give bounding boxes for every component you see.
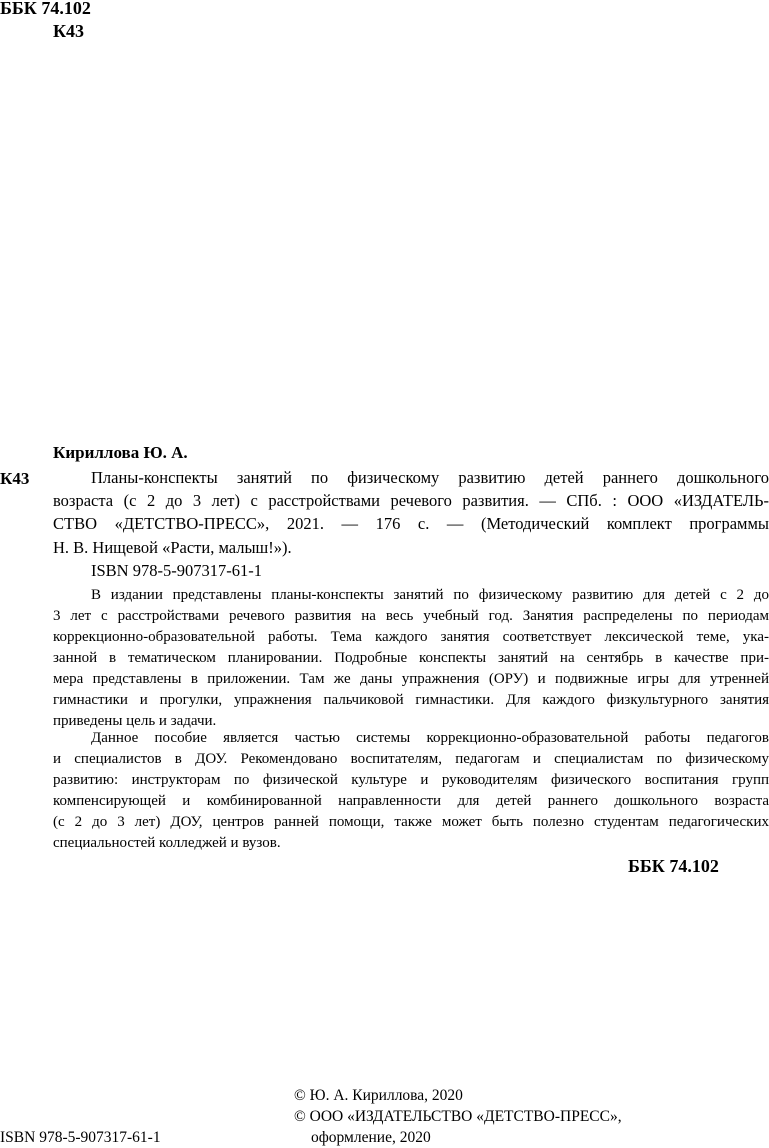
biblio-line: Планы-конспекты занятий по физическому развитию детей раннего дошкольного <box>91 468 769 487</box>
abstract-line: Данное пособие является частью системы коррекционно-образовательной работы педагогов <box>91 730 769 746</box>
bbk-index-top: ББК 74.102 <box>0 0 91 18</box>
abstract-line: и специалистов в ДОУ. Рекомендовано воспитателям, педагогам и специалистам по физическому <box>53 751 769 767</box>
abstract-line: мера представлены в приложении. Там же даны упражнения (ОРУ) и подвижные игры для утренней <box>53 671 769 687</box>
abstract-line: 3 лет с расстройствами речевого развития на весь учебный год. Занятия распределены по периодам <box>53 608 769 624</box>
copyright-author: © Ю. А. Кириллова, 2020 <box>294 1087 463 1104</box>
abstract-paragraph-2 <box>53 728 769 854</box>
isbn-line: ISBN 978-5-907317-61-1 <box>91 560 262 580</box>
author-name: Кириллова Ю. А. <box>53 443 188 462</box>
copyright-design: оформление, 2020 <box>311 1129 431 1146</box>
abstract-line: В издании представлены планы-конспекты занятий по физическому развитию для детей с 2 до <box>91 587 769 603</box>
abstract-line: занной в тематическом планировании. Подробные конспекты занятий на сентябрь в качестве при- <box>53 650 769 666</box>
copyright-publisher: © ООО «ИЗДАТЕЛЬСТВО «ДЕТСТВО-ПРЕСС», <box>294 1108 622 1125</box>
biblio-line: СТВО «ДЕТСТВО-ПРЕСС», 2021. — 176 с. — (Методический комплект программы <box>53 514 769 534</box>
biblio-line: Н. В. Нищевой «Расти, малыш!»). <box>53 537 292 557</box>
abstract-line: гимнастики и прогулки, упражнения пальчиковой гимнастики. Для каждого физкультурного занятия <box>53 692 769 708</box>
biblio-line: возраста (с 2 до 3 лет) с расстройствами речевого развития. — СПб. : ООО «ИЗДАТЕЛЬ- <box>53 491 769 511</box>
abstract-line: (с 2 до 3 лет) ДОУ, центров ранней помощи, также может быть полезно студентам педагогических <box>53 814 769 830</box>
abstract-line: специальностей колледжей и вузов. <box>53 835 281 851</box>
isbn-bottom: ISBN 978-5-907317-61-1 <box>0 1129 161 1146</box>
abstract-line: развитию: инструкторам по физической культуре и руководителям физического воспитания групп <box>53 772 769 788</box>
abstract-line: компенсирующей и комбинированной направленности для детей раннего дошкольного возраста <box>53 793 769 809</box>
bbk-index-bottom: ББК 74.102 <box>628 856 719 876</box>
abstract-line: приведены цель и задачи. <box>53 713 217 729</box>
abstract-line: коррекционно-образовательной работы. Тема каждого занятия соответствует лексической теме, ука- <box>53 629 769 645</box>
abstract-paragraph-1 <box>53 585 769 732</box>
author-mark-left: К43 <box>0 469 30 488</box>
bibliographic-description <box>53 466 769 582</box>
author-mark-top: К43 <box>53 21 85 41</box>
